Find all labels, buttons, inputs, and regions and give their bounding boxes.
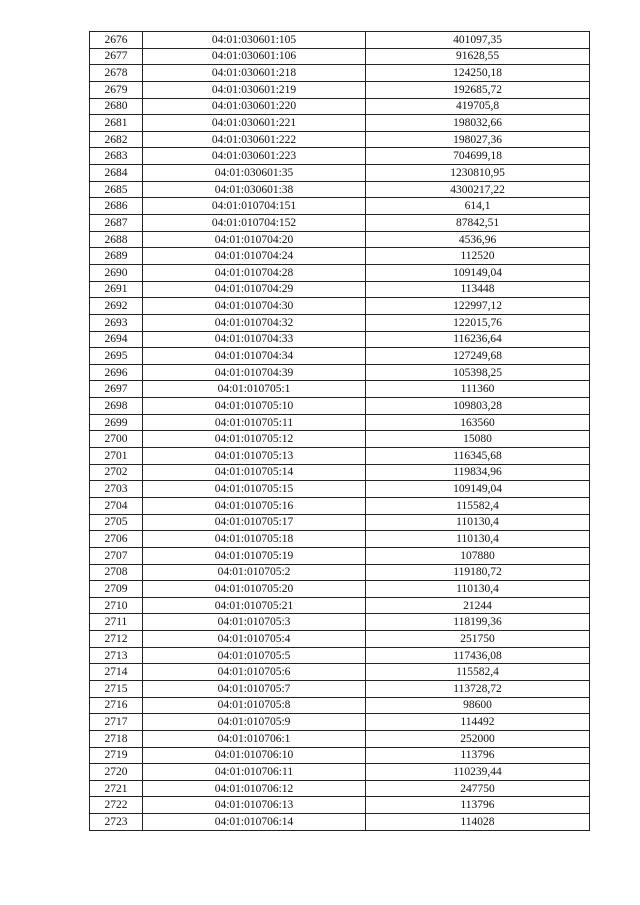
cadastral-value-cell: 192685,72 xyxy=(366,81,590,98)
table-row xyxy=(90,481,590,498)
row-number-cell: 2676 xyxy=(90,32,143,49)
cadastral-value-cell: 91628,55 xyxy=(366,48,590,65)
row-number-cell: 2711 xyxy=(90,614,143,631)
table-row xyxy=(90,448,590,465)
table-row xyxy=(90,98,590,115)
row-number-cell: 2702 xyxy=(90,464,143,481)
row-number-cell: 2683 xyxy=(90,148,143,165)
row-number-cell: 2701 xyxy=(90,448,143,465)
cadastral-number-cell: 04:01:030601:38 xyxy=(143,181,366,198)
row-number-cell: 2705 xyxy=(90,514,143,531)
row-number-cell: 2715 xyxy=(90,680,143,697)
row-number-cell: 2709 xyxy=(90,581,143,598)
cadastral-number-cell: 04:01:030601:105 xyxy=(143,32,366,49)
cadastral-value-cell: 119180,72 xyxy=(366,564,590,581)
table-row xyxy=(90,348,590,365)
row-number-cell: 2699 xyxy=(90,414,143,431)
cadastral-number-cell: 04:01:010705:10 xyxy=(143,398,366,415)
table-row xyxy=(90,664,590,681)
table-row xyxy=(90,531,590,548)
table-row xyxy=(90,32,590,49)
cadastral-value-cell: 113728,72 xyxy=(366,680,590,697)
table-row xyxy=(90,631,590,648)
cadastral-number-cell: 04:01:010704:20 xyxy=(143,231,366,248)
cadastral-value-cell: 110130,4 xyxy=(366,514,590,531)
table-row xyxy=(90,48,590,65)
row-number-cell: 2680 xyxy=(90,98,143,115)
table-row xyxy=(90,780,590,797)
table-row xyxy=(90,281,590,298)
cadastral-number-cell: 04:01:010705:17 xyxy=(143,514,366,531)
table-row xyxy=(90,464,590,481)
cadastral-value-cell: 419705,8 xyxy=(366,98,590,115)
cadastral-value-cell: 110130,4 xyxy=(366,531,590,548)
row-number-cell: 2716 xyxy=(90,697,143,714)
cadastral-value-cell: 109803,28 xyxy=(366,398,590,415)
cadastral-number-cell: 04:01:010705:19 xyxy=(143,547,366,564)
table-body xyxy=(90,32,590,831)
row-number-cell: 2693 xyxy=(90,314,143,331)
row-number-cell: 2684 xyxy=(90,165,143,182)
cadastral-value-cell: 113796 xyxy=(366,747,590,764)
cadastral-number-cell: 04:01:010704:33 xyxy=(143,331,366,348)
cadastral-number-cell: 04:01:030601:35 xyxy=(143,165,366,182)
cadastral-value-table xyxy=(89,31,590,831)
table-row xyxy=(90,680,590,697)
cadastral-value-cell: 105398,25 xyxy=(366,364,590,381)
cadastral-value-cell: 119834,96 xyxy=(366,464,590,481)
cadastral-number-cell: 04:01:010705:21 xyxy=(143,597,366,614)
cadastral-number-cell: 04:01:010706:11 xyxy=(143,764,366,781)
cadastral-number-cell: 04:01:010705:16 xyxy=(143,497,366,514)
cadastral-value-cell: 112520 xyxy=(366,248,590,265)
cadastral-value-cell: 252000 xyxy=(366,730,590,747)
cadastral-value-cell: 247750 xyxy=(366,780,590,797)
cadastral-value-cell: 110239,44 xyxy=(366,764,590,781)
row-number-cell: 2686 xyxy=(90,198,143,215)
cadastral-number-cell: 04:01:010705:5 xyxy=(143,647,366,664)
cadastral-value-cell: 109149,04 xyxy=(366,481,590,498)
row-number-cell: 2707 xyxy=(90,547,143,564)
table-row xyxy=(90,81,590,98)
row-number-cell: 2712 xyxy=(90,631,143,648)
table-row xyxy=(90,331,590,348)
cadastral-number-cell: 04:01:010704:28 xyxy=(143,264,366,281)
cadastral-value-cell: 124250,18 xyxy=(366,65,590,82)
cadastral-value-cell: 122015,76 xyxy=(366,314,590,331)
row-number-cell: 2708 xyxy=(90,564,143,581)
cadastral-number-cell: 04:01:010705:14 xyxy=(143,464,366,481)
cadastral-value-cell: 87842,51 xyxy=(366,215,590,232)
table-row xyxy=(90,381,590,398)
cadastral-value-cell: 21244 xyxy=(366,597,590,614)
row-number-cell: 2696 xyxy=(90,364,143,381)
cadastral-number-cell: 04:01:030601:221 xyxy=(143,115,366,132)
table-row xyxy=(90,314,590,331)
cadastral-number-cell: 04:01:010705:8 xyxy=(143,697,366,714)
cadastral-number-cell: 04:01:010705:13 xyxy=(143,448,366,465)
cadastral-value-cell: 127249,68 xyxy=(366,348,590,365)
row-number-cell: 2692 xyxy=(90,298,143,315)
table-row xyxy=(90,264,590,281)
table-row xyxy=(90,764,590,781)
cadastral-number-cell: 04:01:030601:220 xyxy=(143,98,366,115)
cadastral-value-cell: 116345,68 xyxy=(366,448,590,465)
row-number-cell: 2700 xyxy=(90,431,143,448)
row-number-cell: 2721 xyxy=(90,780,143,797)
row-number-cell: 2718 xyxy=(90,730,143,747)
table-row xyxy=(90,131,590,148)
table-row xyxy=(90,65,590,82)
cadastral-value-cell: 4300217,22 xyxy=(366,181,590,198)
cadastral-value-cell: 1230810,95 xyxy=(366,165,590,182)
table-row xyxy=(90,414,590,431)
cadastral-number-cell: 04:01:010706:1 xyxy=(143,730,366,747)
row-number-cell: 2682 xyxy=(90,131,143,148)
table-row xyxy=(90,231,590,248)
cadastral-value-cell: 115582,4 xyxy=(366,497,590,514)
table-row xyxy=(90,198,590,215)
row-number-cell: 2719 xyxy=(90,747,143,764)
cadastral-number-cell: 04:01:010705:6 xyxy=(143,664,366,681)
row-number-cell: 2695 xyxy=(90,348,143,365)
cadastral-number-cell: 04:01:010705:7 xyxy=(143,680,366,697)
cadastral-number-cell: 04:01:010704:29 xyxy=(143,281,366,298)
cadastral-number-cell: 04:01:010704:152 xyxy=(143,215,366,232)
row-number-cell: 2691 xyxy=(90,281,143,298)
table-row xyxy=(90,497,590,514)
cadastral-value-cell: 116236,64 xyxy=(366,331,590,348)
cadastral-number-cell: 04:01:010704:39 xyxy=(143,364,366,381)
table-row xyxy=(90,814,590,831)
row-number-cell: 2690 xyxy=(90,264,143,281)
cadastral-number-cell: 04:01:030601:223 xyxy=(143,148,366,165)
cadastral-value-cell: 251750 xyxy=(366,631,590,648)
cadastral-value-cell: 118199,36 xyxy=(366,614,590,631)
cadastral-number-cell: 04:01:010704:30 xyxy=(143,298,366,315)
cadastral-value-cell: 111360 xyxy=(366,381,590,398)
table-row xyxy=(90,647,590,664)
table-row xyxy=(90,115,590,132)
cadastral-value-cell: 113448 xyxy=(366,281,590,298)
row-number-cell: 2720 xyxy=(90,764,143,781)
cadastral-value-cell: 114492 xyxy=(366,714,590,731)
row-number-cell: 2723 xyxy=(90,814,143,831)
cadastral-value-cell: 4536,96 xyxy=(366,231,590,248)
cadastral-value-cell: 110130,4 xyxy=(366,581,590,598)
row-number-cell: 2689 xyxy=(90,248,143,265)
row-number-cell: 2703 xyxy=(90,481,143,498)
cadastral-value-cell: 107880 xyxy=(366,547,590,564)
cadastral-value-cell: 198027,36 xyxy=(366,131,590,148)
cadastral-number-cell: 04:01:010705:9 xyxy=(143,714,366,731)
row-number-cell: 2678 xyxy=(90,65,143,82)
row-number-cell: 2679 xyxy=(90,81,143,98)
row-number-cell: 2688 xyxy=(90,231,143,248)
table-row xyxy=(90,181,590,198)
table-row xyxy=(90,581,590,598)
table-row xyxy=(90,697,590,714)
cadastral-number-cell: 04:01:010706:12 xyxy=(143,780,366,797)
table-row xyxy=(90,597,590,614)
table-row xyxy=(90,730,590,747)
row-number-cell: 2677 xyxy=(90,48,143,65)
table-row xyxy=(90,747,590,764)
row-number-cell: 2713 xyxy=(90,647,143,664)
cadastral-number-cell: 04:01:010705:1 xyxy=(143,381,366,398)
cadastral-value-cell: 163560 xyxy=(366,414,590,431)
cadastral-number-cell: 04:01:010705:20 xyxy=(143,581,366,598)
cadastral-value-cell: 614,1 xyxy=(366,198,590,215)
row-number-cell: 2681 xyxy=(90,115,143,132)
cadastral-number-cell: 04:01:010706:14 xyxy=(143,814,366,831)
cadastral-number-cell: 04:01:010705:2 xyxy=(143,564,366,581)
table-row xyxy=(90,514,590,531)
cadastral-number-cell: 04:01:010705:3 xyxy=(143,614,366,631)
cadastral-value-cell: 115582,4 xyxy=(366,664,590,681)
table-row xyxy=(90,564,590,581)
table-row xyxy=(90,431,590,448)
row-number-cell: 2714 xyxy=(90,664,143,681)
cadastral-value-cell: 98600 xyxy=(366,697,590,714)
row-number-cell: 2694 xyxy=(90,331,143,348)
row-number-cell: 2722 xyxy=(90,797,143,814)
table-row xyxy=(90,148,590,165)
cadastral-number-cell: 04:01:010705:15 xyxy=(143,481,366,498)
cadastral-value-cell: 122997,12 xyxy=(366,298,590,315)
cadastral-number-cell: 04:01:010706:10 xyxy=(143,747,366,764)
table-row xyxy=(90,797,590,814)
row-number-cell: 2710 xyxy=(90,597,143,614)
cadastral-number-cell: 04:01:030601:222 xyxy=(143,131,366,148)
table-row xyxy=(90,398,590,415)
cadastral-number-cell: 04:01:030601:106 xyxy=(143,48,366,65)
cadastral-value-cell: 113796 xyxy=(366,797,590,814)
cadastral-value-cell: 117436,08 xyxy=(366,647,590,664)
cadastral-number-cell: 04:01:010704:34 xyxy=(143,348,366,365)
cadastral-number-cell: 04:01:010705:11 xyxy=(143,414,366,431)
table-row xyxy=(90,165,590,182)
cadastral-number-cell: 04:01:010704:151 xyxy=(143,198,366,215)
row-number-cell: 2706 xyxy=(90,531,143,548)
table-row xyxy=(90,614,590,631)
cadastral-value-cell: 114028 xyxy=(366,814,590,831)
table-row xyxy=(90,547,590,564)
cadastral-number-cell: 04:01:010704:32 xyxy=(143,314,366,331)
cadastral-value-cell: 401097,35 xyxy=(366,32,590,49)
cadastral-number-cell: 04:01:010705:4 xyxy=(143,631,366,648)
cadastral-number-cell: 04:01:010705:12 xyxy=(143,431,366,448)
row-number-cell: 2717 xyxy=(90,714,143,731)
cadastral-value-cell: 109149,04 xyxy=(366,264,590,281)
cadastral-value-cell: 198032,66 xyxy=(366,115,590,132)
cadastral-number-cell: 04:01:010705:18 xyxy=(143,531,366,548)
row-number-cell: 2697 xyxy=(90,381,143,398)
table-row xyxy=(90,298,590,315)
cadastral-number-cell: 04:01:030601:218 xyxy=(143,65,366,82)
cadastral-number-cell: 04:01:010706:13 xyxy=(143,797,366,814)
row-number-cell: 2685 xyxy=(90,181,143,198)
table-row xyxy=(90,215,590,232)
row-number-cell: 2687 xyxy=(90,215,143,232)
cadastral-value-cell: 15080 xyxy=(366,431,590,448)
cadastral-number-cell: 04:01:030601:219 xyxy=(143,81,366,98)
table-row xyxy=(90,714,590,731)
cadastral-value-cell: 704699,18 xyxy=(366,148,590,165)
table-row xyxy=(90,364,590,381)
row-number-cell: 2704 xyxy=(90,497,143,514)
cadastral-number-cell: 04:01:010704:24 xyxy=(143,248,366,265)
table-row xyxy=(90,248,590,265)
row-number-cell: 2698 xyxy=(90,398,143,415)
